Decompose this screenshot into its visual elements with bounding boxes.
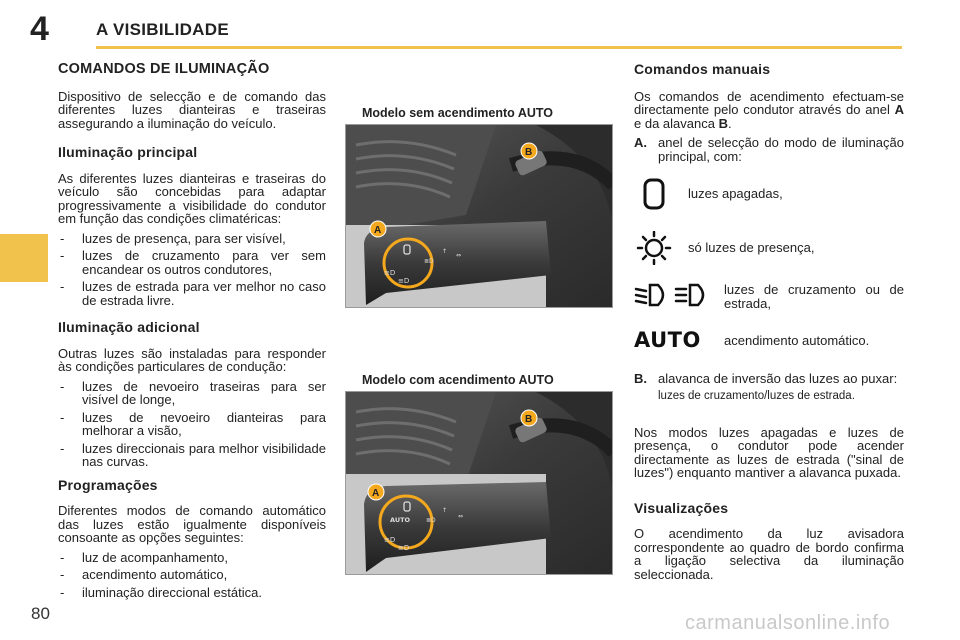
adicional-paragraph: Outras luzes são instaladas para responder às condições particulares de condução:: [58, 345, 326, 374]
model-label-without-auto: Modelo sem acendimento AUTO: [362, 106, 554, 120]
heading-principal: Iluminação principal: [58, 144, 198, 160]
programacoes-paragraph: Diferentes modos de comando automático das luzes estão igualmente disponíveis consoante as opções seguintes:: [58, 503, 326, 545]
chapter-title: A VISIBILIDADE: [96, 20, 229, 39]
key-a: A. anel de selecção do modo de iluminação principal, com:: [634, 135, 904, 164]
list-item: - luzes de presença, para ser visível,: [58, 232, 326, 246]
mode-beam: luzes de cruzamento ou de estrada,: [634, 281, 904, 310]
svg-text:≡D: ≡D: [384, 269, 396, 277]
low-high-beam-icon: [634, 281, 716, 309]
svg-text:≡D: ≡D: [398, 544, 410, 552]
header-rule: [96, 46, 902, 49]
svg-text:≡D: ≡D: [384, 536, 396, 544]
heading-adicional: Iluminação adicional: [58, 319, 200, 335]
left-column: [58, 60, 326, 603]
callout-a: A: [374, 225, 382, 236]
section-title: COMANDOS DE ILUMINAÇÃO: [58, 61, 270, 77]
auto-icon: AUTO: [634, 328, 701, 352]
callout-b: B: [525, 414, 533, 425]
callout-a: A: [372, 488, 380, 499]
mode-auto: AUTO acendimento automático.: [634, 328, 870, 352]
heading-visualizacoes: Visualizações: [634, 499, 729, 516]
svg-text:≣D: ≣D: [426, 517, 436, 524]
visual-paragraph: O acendimento da luz avisadora correspondente ao quadro de bordo confirma a ligação selectiva da iluminação seleccionada.: [634, 526, 904, 582]
heading-programacoes: Programações: [58, 476, 158, 493]
svg-text:⇔: ⇔: [456, 252, 462, 259]
model-label-with-auto: Modelo com acendimento AUTO: [362, 373, 554, 387]
flash-paragraph: Nos modos luzes apagadas e luzes de presença, o condutor pode acender directamente as luzes de estrada ("sinal de luzes") enquanto mantiver a alavanca puxada.: [634, 424, 904, 480]
mode-off: luzes apagadas,: [634, 177, 904, 211]
chapter-side-tab: [0, 234, 48, 282]
list-item: - luzes de nevoeiro dianteiras para melhorar a visão,: [58, 411, 326, 438]
key-b: B. alavanca de inversão das luzes ao puxar:: [634, 370, 898, 386]
list-item: - luzes direccionais para melhor visibilidade nas curvas.: [58, 442, 326, 469]
page-number: 80: [31, 604, 50, 623]
chapter-number: 4: [30, 10, 49, 48]
programacoes-list: [58, 551, 326, 600]
manual-intro: Os comandos de acendimento efectuam-se directamente pelo condutor através do anel A e da alavanca B.: [634, 88, 904, 131]
principal-paragraph: As diferentes luzes dianteiras e traseiras do veículo são concebidas para adaptar progressivamente a visibilidade do condutor em função das condições climatéricas:: [58, 170, 326, 226]
mode-position: só luzes de presença,: [634, 231, 904, 265]
heading-manual-controls: Comandos manuais: [634, 61, 771, 77]
photo-without-auto: [345, 124, 613, 308]
right-column: [634, 60, 904, 587]
position-lights-icon: [634, 231, 680, 265]
intro-paragraph: Dispositivo de selecção e de comando das diferentes luzes dianteiras e traseiras assegurando a iluminação do veículo.: [58, 88, 326, 131]
watermark: carmanualsonline.info: [685, 612, 891, 634]
list-item: - iluminação direccional estática.: [58, 586, 326, 600]
lights-off-icon: [634, 177, 680, 211]
svg-text:↑: ↑: [442, 507, 448, 514]
list-item: - luz de acompanhamento,: [58, 551, 326, 565]
list-item: - acendimento automático,: [58, 568, 326, 582]
callout-b: B: [525, 147, 533, 158]
adicional-list: [58, 380, 326, 469]
svg-text:≣D: ≣D: [424, 258, 434, 265]
list-item: - luzes de cruzamento para ver sem encandear os outros condutores,: [58, 249, 326, 276]
svg-text:≡D: ≡D: [398, 277, 410, 285]
list-item: - luzes de estrada para ver melhor no caso de estrada livre.: [58, 280, 326, 307]
list-item: - luzes de nevoeiro traseiras para ser visível de longe,: [58, 380, 326, 407]
stalk-auto-label: AUTO: [390, 516, 411, 524]
photo-with-auto: [345, 391, 613, 575]
svg-text:⇔: ⇔: [458, 513, 464, 520]
svg-text:↑: ↑: [442, 248, 448, 255]
principal-list: [58, 232, 326, 308]
key-b-note: luzes de cruzamento/luzes de estrada.: [658, 390, 855, 402]
